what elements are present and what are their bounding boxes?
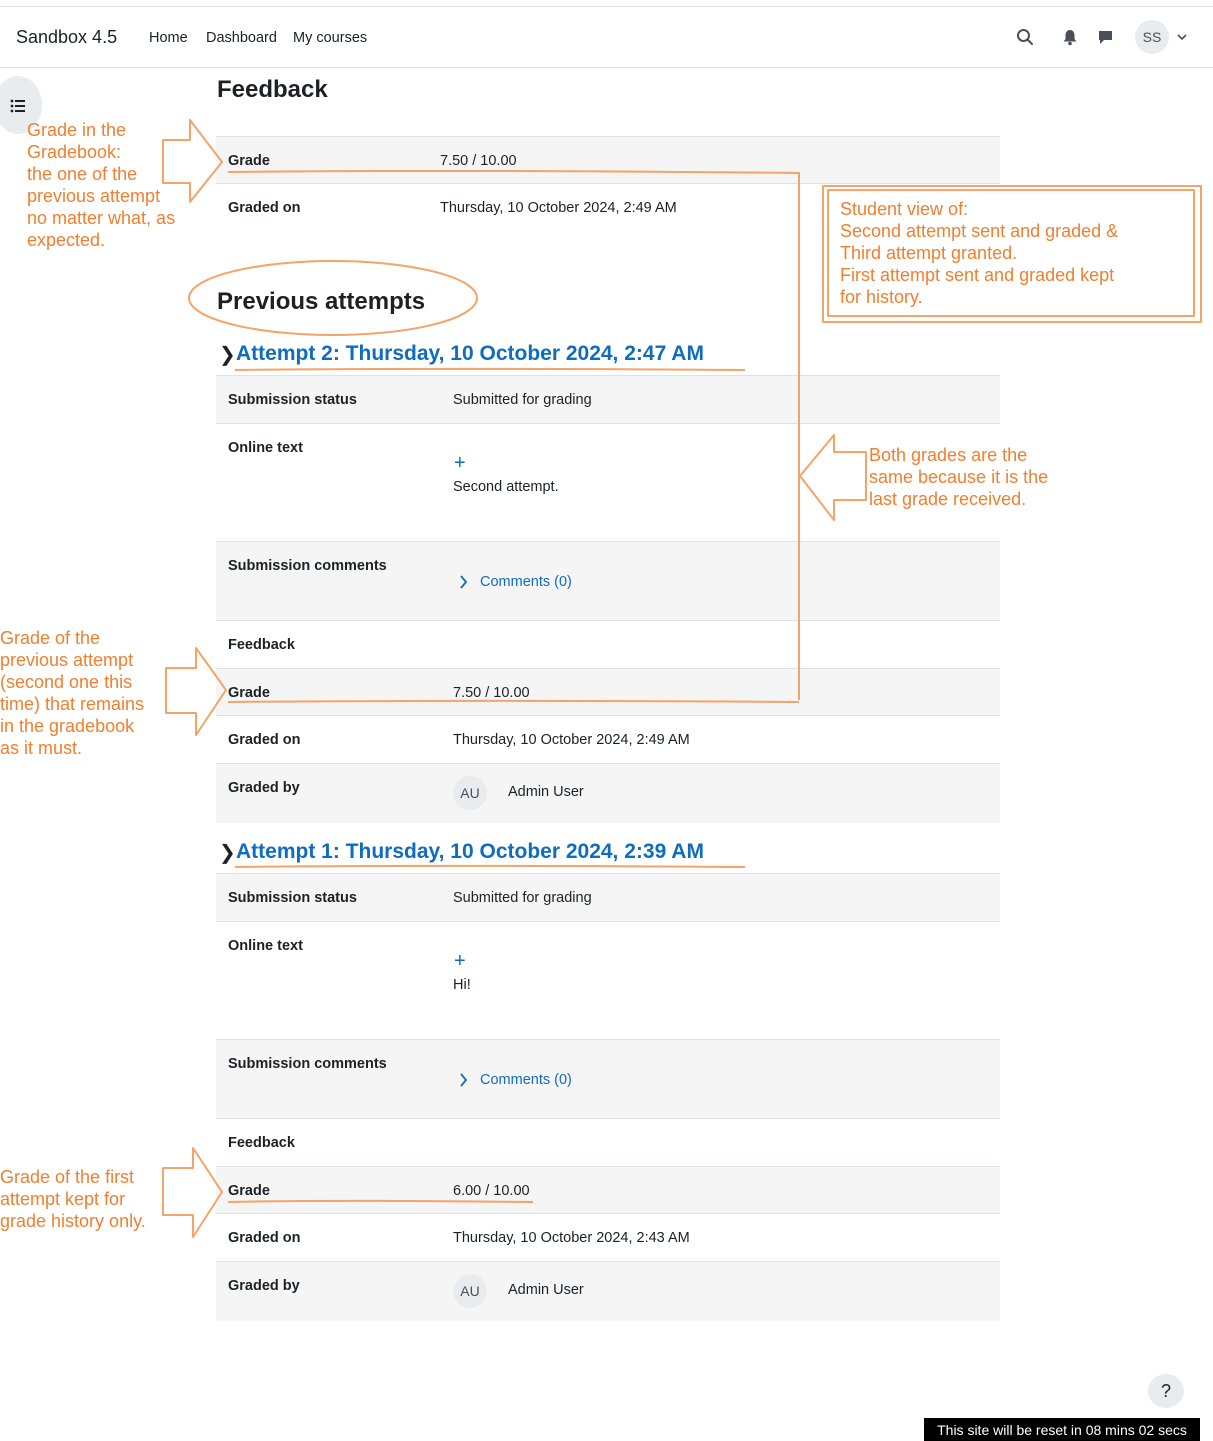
- site-brand[interactable]: Sandbox 4.5: [16, 27, 118, 47]
- submission-status-label: Submission status: [228, 890, 357, 906]
- nav-dashboard[interactable]: Dashboard: [206, 30, 277, 46]
- attempt-1-feedback-row: [216, 1118, 1000, 1166]
- online-text-label: Online text: [228, 440, 303, 456]
- grader-avatar[interactable]: AU: [453, 1274, 487, 1308]
- graded-by-label: Graded by: [228, 780, 300, 796]
- grade-label: Grade: [228, 1183, 270, 1199]
- feedback-grade-row: [216, 136, 1000, 183]
- graded-by-label: Graded by: [228, 1278, 300, 1294]
- submission-status-label: Submission status: [228, 392, 357, 408]
- online-text-value: Second attempt.: [453, 479, 559, 495]
- attempt-1-online-text-row: [216, 921, 1000, 1039]
- graded-on-label: Graded on: [228, 1230, 301, 1246]
- graded-on-value: Thursday, 10 October 2024, 2:43 AM: [453, 1230, 690, 1246]
- previous-grade-note: Grade of the previous attempt (second one this time) that remains in the gradebook as it must.: [0, 628, 145, 758]
- attempt-2-link[interactable]: Attempt 2: Thursday, 10 October 2024, 2:47 AM: [236, 342, 704, 365]
- nav-home[interactable]: Home: [149, 30, 188, 46]
- attempt-1-graded-on-row: [216, 1213, 1000, 1261]
- online-text-value: Hi!: [453, 977, 471, 993]
- attempt-2-comments-row: [216, 541, 1000, 620]
- attempt-1-grade-row: [216, 1166, 1000, 1213]
- comments-link[interactable]: Comments (0): [480, 574, 572, 590]
- graded-on-label: Graded on: [228, 732, 301, 748]
- student-view-note: Student view of: Second attempt sent and graded & Third attempt granted. First attempt sent and graded kept for history.: [840, 199, 1119, 307]
- grade-value: 7.50 / 10.00: [440, 153, 517, 169]
- first-grade-arrow-icon: [163, 1148, 222, 1237]
- attempt-2-feedback-row: [216, 620, 1000, 668]
- submission-comments-label: Submission comments: [228, 558, 387, 574]
- chevron-right-icon[interactable]: [459, 1073, 468, 1087]
- graded-on-value: Thursday, 10 October 2024, 2:49 AM: [440, 200, 677, 216]
- attempt-2-status-row: [216, 375, 1000, 423]
- attempt-2-underline: [235, 369, 745, 370]
- both-grades-note: Both grades are the same because it is the last grade received.: [869, 445, 1049, 509]
- attempt-2-grade-row: [216, 668, 1000, 715]
- grade-label: Grade: [228, 685, 270, 701]
- grader-name[interactable]: Admin User: [508, 784, 584, 800]
- attempt-1-graded-by-row: [216, 1261, 1000, 1321]
- attempt-1-comments-row: [216, 1039, 1000, 1118]
- comments-link[interactable]: Comments (0): [480, 1072, 572, 1088]
- grade-value: 6.00 / 10.00: [453, 1183, 530, 1199]
- chevron-right-icon[interactable]: [459, 575, 468, 589]
- feedback-heading: Feedback: [217, 76, 328, 103]
- feedback-label: Feedback: [228, 1135, 295, 1151]
- attempt-1-link[interactable]: Attempt 1: Thursday, 10 October 2024, 2:39 AM: [236, 840, 704, 863]
- collapse-chevron-icon[interactable]: ❯: [219, 842, 236, 864]
- list-icon: [10, 99, 26, 113]
- grader-name[interactable]: Admin User: [508, 1282, 584, 1298]
- search-icon[interactable]: [1016, 28, 1034, 46]
- help-button[interactable]: ?: [1148, 1374, 1184, 1408]
- graded-on-value: Thursday, 10 October 2024, 2:49 AM: [453, 732, 690, 748]
- collapse-chevron-icon[interactable]: ❯: [219, 344, 236, 366]
- chevron-down-icon[interactable]: [1177, 33, 1187, 41]
- message-icon[interactable]: [1097, 29, 1114, 46]
- reset-notice: This site will be reset in 08 mins 02 secs: [924, 1418, 1200, 1441]
- first-grade-note: Grade of the first attempt kept for grade history only.: [0, 1167, 146, 1231]
- submission-status-value: Submitted for grading: [453, 890, 592, 906]
- attempt-1-status-row: [216, 873, 1000, 921]
- attempt-1-underline: [235, 866, 745, 867]
- graded-on-label: Graded on: [228, 200, 301, 216]
- gradebook-note: Grade in the Gradebook: the one of the previous attempt no matter what, as expected.: [27, 120, 176, 250]
- expand-plus-icon[interactable]: +: [454, 452, 466, 474]
- attempt-2-graded-by-row: [216, 763, 1000, 823]
- attempt-2-graded-on-row: [216, 715, 1000, 763]
- submission-comments-label: Submission comments: [228, 1056, 387, 1072]
- expand-plus-icon[interactable]: +: [454, 950, 466, 972]
- grade-label: Grade: [228, 153, 270, 169]
- previous-attempts-heading: Previous attempts: [217, 288, 426, 315]
- grader-avatar[interactable]: AU: [453, 776, 487, 810]
- online-text-label: Online text: [228, 938, 303, 954]
- nav-my-courses[interactable]: My courses: [293, 30, 368, 46]
- grade-value: 7.50 / 10.00: [453, 685, 530, 701]
- feedback-label: Feedback: [228, 637, 295, 653]
- bell-icon[interactable]: [1062, 29, 1078, 46]
- user-avatar[interactable]: SS: [1135, 20, 1169, 54]
- submission-status-value: Submitted for grading: [453, 392, 592, 408]
